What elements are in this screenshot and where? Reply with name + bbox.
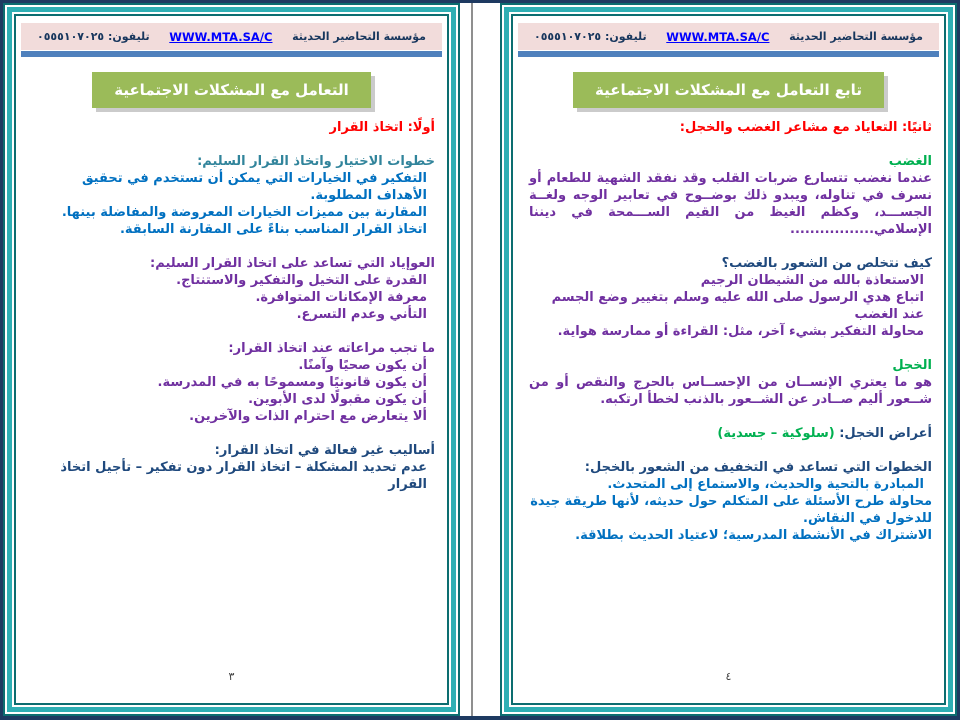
text-segment: أساليب غير فعالة في اتخاذ القرار: <box>214 443 435 458</box>
org-name: مؤسسة التحاضير الحديثة <box>292 30 426 43</box>
blank-line <box>529 340 932 357</box>
text-line <box>32 306 435 323</box>
text-segment: القدرة على التخيل والتفكير والاستنتاج. <box>176 273 427 288</box>
page-border-inner <box>511 14 946 705</box>
text-line <box>32 204 435 221</box>
page-border-middle <box>7 7 456 712</box>
text-segment: المقارنة بين مميزات الخيارات المعروضة والمفاضلة بينها. <box>61 205 427 220</box>
text-line <box>529 272 932 289</box>
blank-line <box>529 442 932 459</box>
blank-line <box>529 408 932 425</box>
text-line <box>529 153 932 170</box>
text-line <box>32 221 435 238</box>
text-line <box>529 170 932 238</box>
text-segment: ثانيًا: التعاياد مع مشاعر الغضب والخجل: <box>679 120 932 135</box>
text-segment: العوإياد التي تساعد على اتخاذ القرار السليم: <box>150 256 435 271</box>
text-line <box>529 374 932 408</box>
website-link[interactable]: WWW.MTA.SA/C <box>666 29 770 44</box>
text-line <box>32 153 435 170</box>
page-separator-line <box>471 3 473 716</box>
blank-line <box>32 425 435 442</box>
text-segment: الخطوات التي تساعد في التخفيف من الشعور بالخجل: <box>584 460 932 475</box>
text-segment: الاستعاذة بالله من الشيطان الرجيم <box>700 273 924 288</box>
phone-number: تليفون: ٠٥٥٥١٠٧٠٢٥ <box>37 30 150 43</box>
text-segment: أولًا: اتخاذ القرار <box>329 120 435 135</box>
page-border-inner <box>14 14 449 705</box>
text-line <box>529 493 932 527</box>
website-link[interactable]: WWW.MTA.SA/C <box>169 29 273 44</box>
blank-line <box>32 136 435 153</box>
text-line <box>32 170 435 204</box>
text-line <box>32 408 435 425</box>
document-page-left <box>3 3 460 716</box>
text-segment: كيف نتخلص من الشعور بالغضب؟ <box>721 256 932 271</box>
text-line <box>32 374 435 391</box>
text-segment: محاولة طرح الأسئلة على المتكلم حول حديثه، لأنها طريقة جيدة للدخول في النقاش. <box>530 494 932 526</box>
phone-number: تليفون: ٠٥٥٥١٠٧٠٢٥ <box>534 30 647 43</box>
page-border-middle <box>504 7 953 712</box>
blank-line <box>32 238 435 255</box>
text-line <box>529 255 932 272</box>
header-rule-bar <box>518 51 939 57</box>
text-line <box>32 459 435 493</box>
blank-line <box>529 136 932 153</box>
text-line <box>529 323 932 340</box>
text-segment: (سلوكية – جسدية) <box>717 426 835 441</box>
text-segment: معرفة الإمكانات المتوافرة. <box>255 290 427 305</box>
org-name: مؤسسة التحاضير الحديثة <box>789 30 923 43</box>
text-segment: الخجل <box>892 358 932 373</box>
text-segment: هو ما يعتري الإنســان من الإحســاس بالحرج والنقص أو من شــعور أليم صــادر عن الشــعور بالذنب لخطأ ارتكبه. <box>529 375 932 407</box>
text-line <box>32 289 435 306</box>
text-segment: اتخاذ القرار المناسب بناءً على المقارنة السابقة. <box>119 222 427 237</box>
blank-line <box>32 323 435 340</box>
page-number: ٣ <box>228 670 235 683</box>
page-border-outer <box>3 3 460 716</box>
text-segment: التأني وعدم التسرع. <box>296 307 427 322</box>
text-segment: الاشتراك في الأنشطة المدرسية؛ لاعتياد الحديث بطلاقة. <box>575 528 932 543</box>
text-line <box>529 425 932 442</box>
page-border-outer <box>500 3 957 716</box>
page-content <box>16 108 447 493</box>
text-segment: المبادرة بالتحية والحديث، والاستماع إلى المتحدث. <box>607 477 924 492</box>
document-page-right <box>500 3 957 716</box>
page-gap <box>460 3 500 716</box>
header-rule-bar <box>21 51 442 57</box>
text-segment: أن يكون قانونيًا ومسموحًا به في المدرسة. <box>157 375 427 390</box>
text-segment: محاولة التفكير بشيء آخر، مثل: القراءة أو ممارسة هواية. <box>557 324 924 339</box>
text-segment: ما تجب مراعاته عند اتخاذ القرار: <box>228 341 435 356</box>
text-line <box>529 289 932 323</box>
text-line <box>32 357 435 374</box>
text-segment: التفكير في الخيارات التي يمكن أن تستخدم في تحقيق الأهداف المطلوبة. <box>81 171 427 203</box>
text-segment: ألا يتعارض مع احترام الذات والآخرين. <box>189 409 427 424</box>
text-segment: أعراض الخجل: <box>834 426 932 441</box>
text-line <box>32 340 435 357</box>
text-line <box>32 391 435 408</box>
text-line <box>529 119 932 136</box>
text-line <box>529 357 932 374</box>
text-line <box>529 459 932 476</box>
text-segment: أن يكون مقبولًا لدى الأبوين. <box>248 392 427 407</box>
text-segment: الغضب <box>888 154 932 169</box>
header-band <box>21 23 442 50</box>
text-line <box>529 527 932 544</box>
page-header <box>21 23 442 57</box>
page-header <box>518 23 939 57</box>
text-line <box>529 476 932 493</box>
text-segment: خطوات الاختيار واتخاذ القرار السليم: <box>197 154 435 169</box>
blank-line <box>529 238 932 255</box>
text-line <box>32 255 435 272</box>
text-line <box>32 119 435 136</box>
lesson-title: التعامل مع المشكلات الاجتماعية <box>92 72 371 108</box>
page-content <box>513 108 944 544</box>
page-number: ٤ <box>725 670 732 683</box>
text-line <box>32 272 435 289</box>
text-segment: أن يكون صحيًا وآمنًا. <box>298 358 427 373</box>
text-segment: عندما نغضب تتسارع ضربات القلب وقد نفقد الشهية للطعام أو نسرف في تناوله، ويبدو ذلك بوضــوح في تعابير الوجه ولغــة الجســـد، وكظم الغيظ من القيم الســـمحة في ديننا الإسلامي................. <box>529 171 932 237</box>
text-line <box>32 442 435 459</box>
text-segment: عدم تحديد المشكلة – اتخاذ القرار دون تفكير – تأجيل اتخاذ القرار <box>60 460 427 492</box>
header-band <box>518 23 939 50</box>
lesson-title: تابع التعامل مع المشكلات الاجتماعية <box>573 72 884 108</box>
text-segment: اتباع هدي الرسول صلى الله عليه وسلم بتغيير وضع الجسم عند الغضب <box>551 290 924 322</box>
